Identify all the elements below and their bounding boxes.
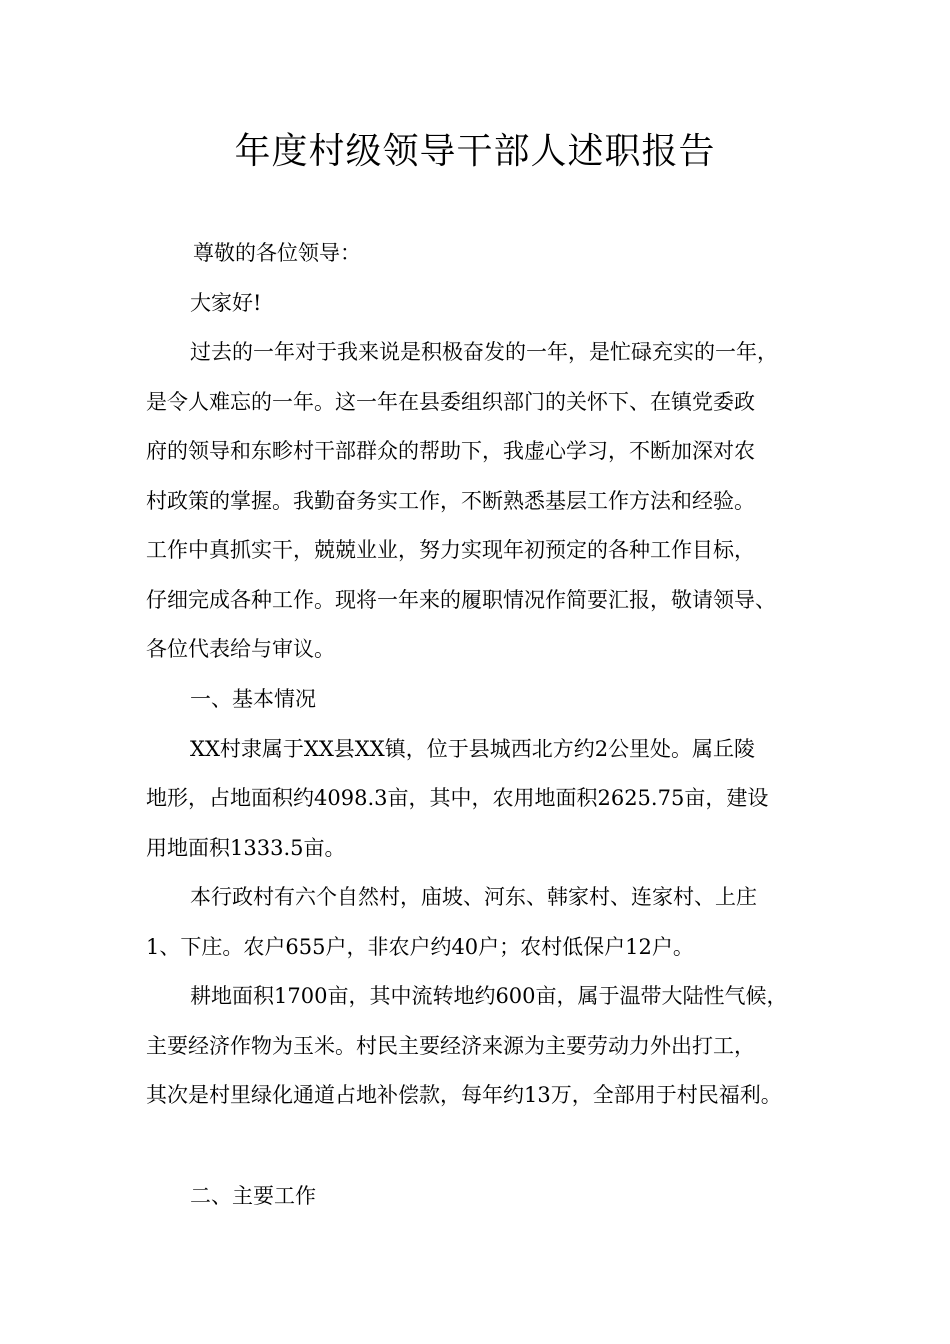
- land-line-2: 主要经济作物为玉米。村民主要经济来源为主要劳动力外出打工，: [146, 1034, 755, 1058]
- basic-line-3: 用地面积1333.5亩。: [146, 836, 346, 860]
- intro-line-1: 过去的一年对于我来说是积极奋发的一年，是忙碌充实的一年，: [190, 340, 778, 364]
- basic-line-1: XX村隶属于XX县XX镇，位于县城西北方约2公里处。属丘陵: [190, 737, 756, 761]
- document-title: 年度村级领导干部人述职报告: [234, 131, 716, 172]
- section-heading-main-work: 二、主要工作: [190, 1184, 316, 1208]
- intro-line-6: 仔细完成各种工作。现将一年来的履职情况作简要汇报，敬请领导、: [146, 588, 776, 612]
- basic-line-2: 地形，占地面积约4098.3亩，其中，农用地面积2625.75亩，建设: [146, 786, 769, 810]
- villages-line-2: 1、下庄。农户655户，非农户约40户；农村低保户12户。: [146, 935, 694, 959]
- intro-line-5: 工作中真抓实干，兢兢业业，努力实现年初预定的各种工作目标，: [146, 538, 755, 562]
- intro-line-7: 各位代表给与审议。: [146, 637, 335, 661]
- land-line-1: 耕地面积1700亩，其中流转地约600亩，属于温带大陆性气候，: [190, 984, 788, 1008]
- intro-line-3: 府的领导和东畛村干部群众的帮助下，我虚心学习，不断加深对农: [146, 439, 755, 463]
- section-heading-basic: 一、基本情况: [190, 687, 316, 711]
- land-line-3: 其次是村里绿化通道占地补偿款，每年约13万，全部用于村民福利。: [146, 1083, 782, 1107]
- intro-line-4: 村政策的掌握。我勤奋务实工作，不断熟悉基层工作方法和经验。: [146, 489, 755, 513]
- intro-line-2: 是令人难忘的一年。这一年在县委组织部门的关怀下、在镇党委政: [146, 390, 755, 414]
- salutation: 尊敬的各位领导：: [193, 241, 361, 265]
- villages-line-1: 本行政村有六个自然村，庙坡、河东、韩家村、连家村、上庄: [190, 885, 757, 909]
- greeting: 大家好!: [190, 291, 262, 315]
